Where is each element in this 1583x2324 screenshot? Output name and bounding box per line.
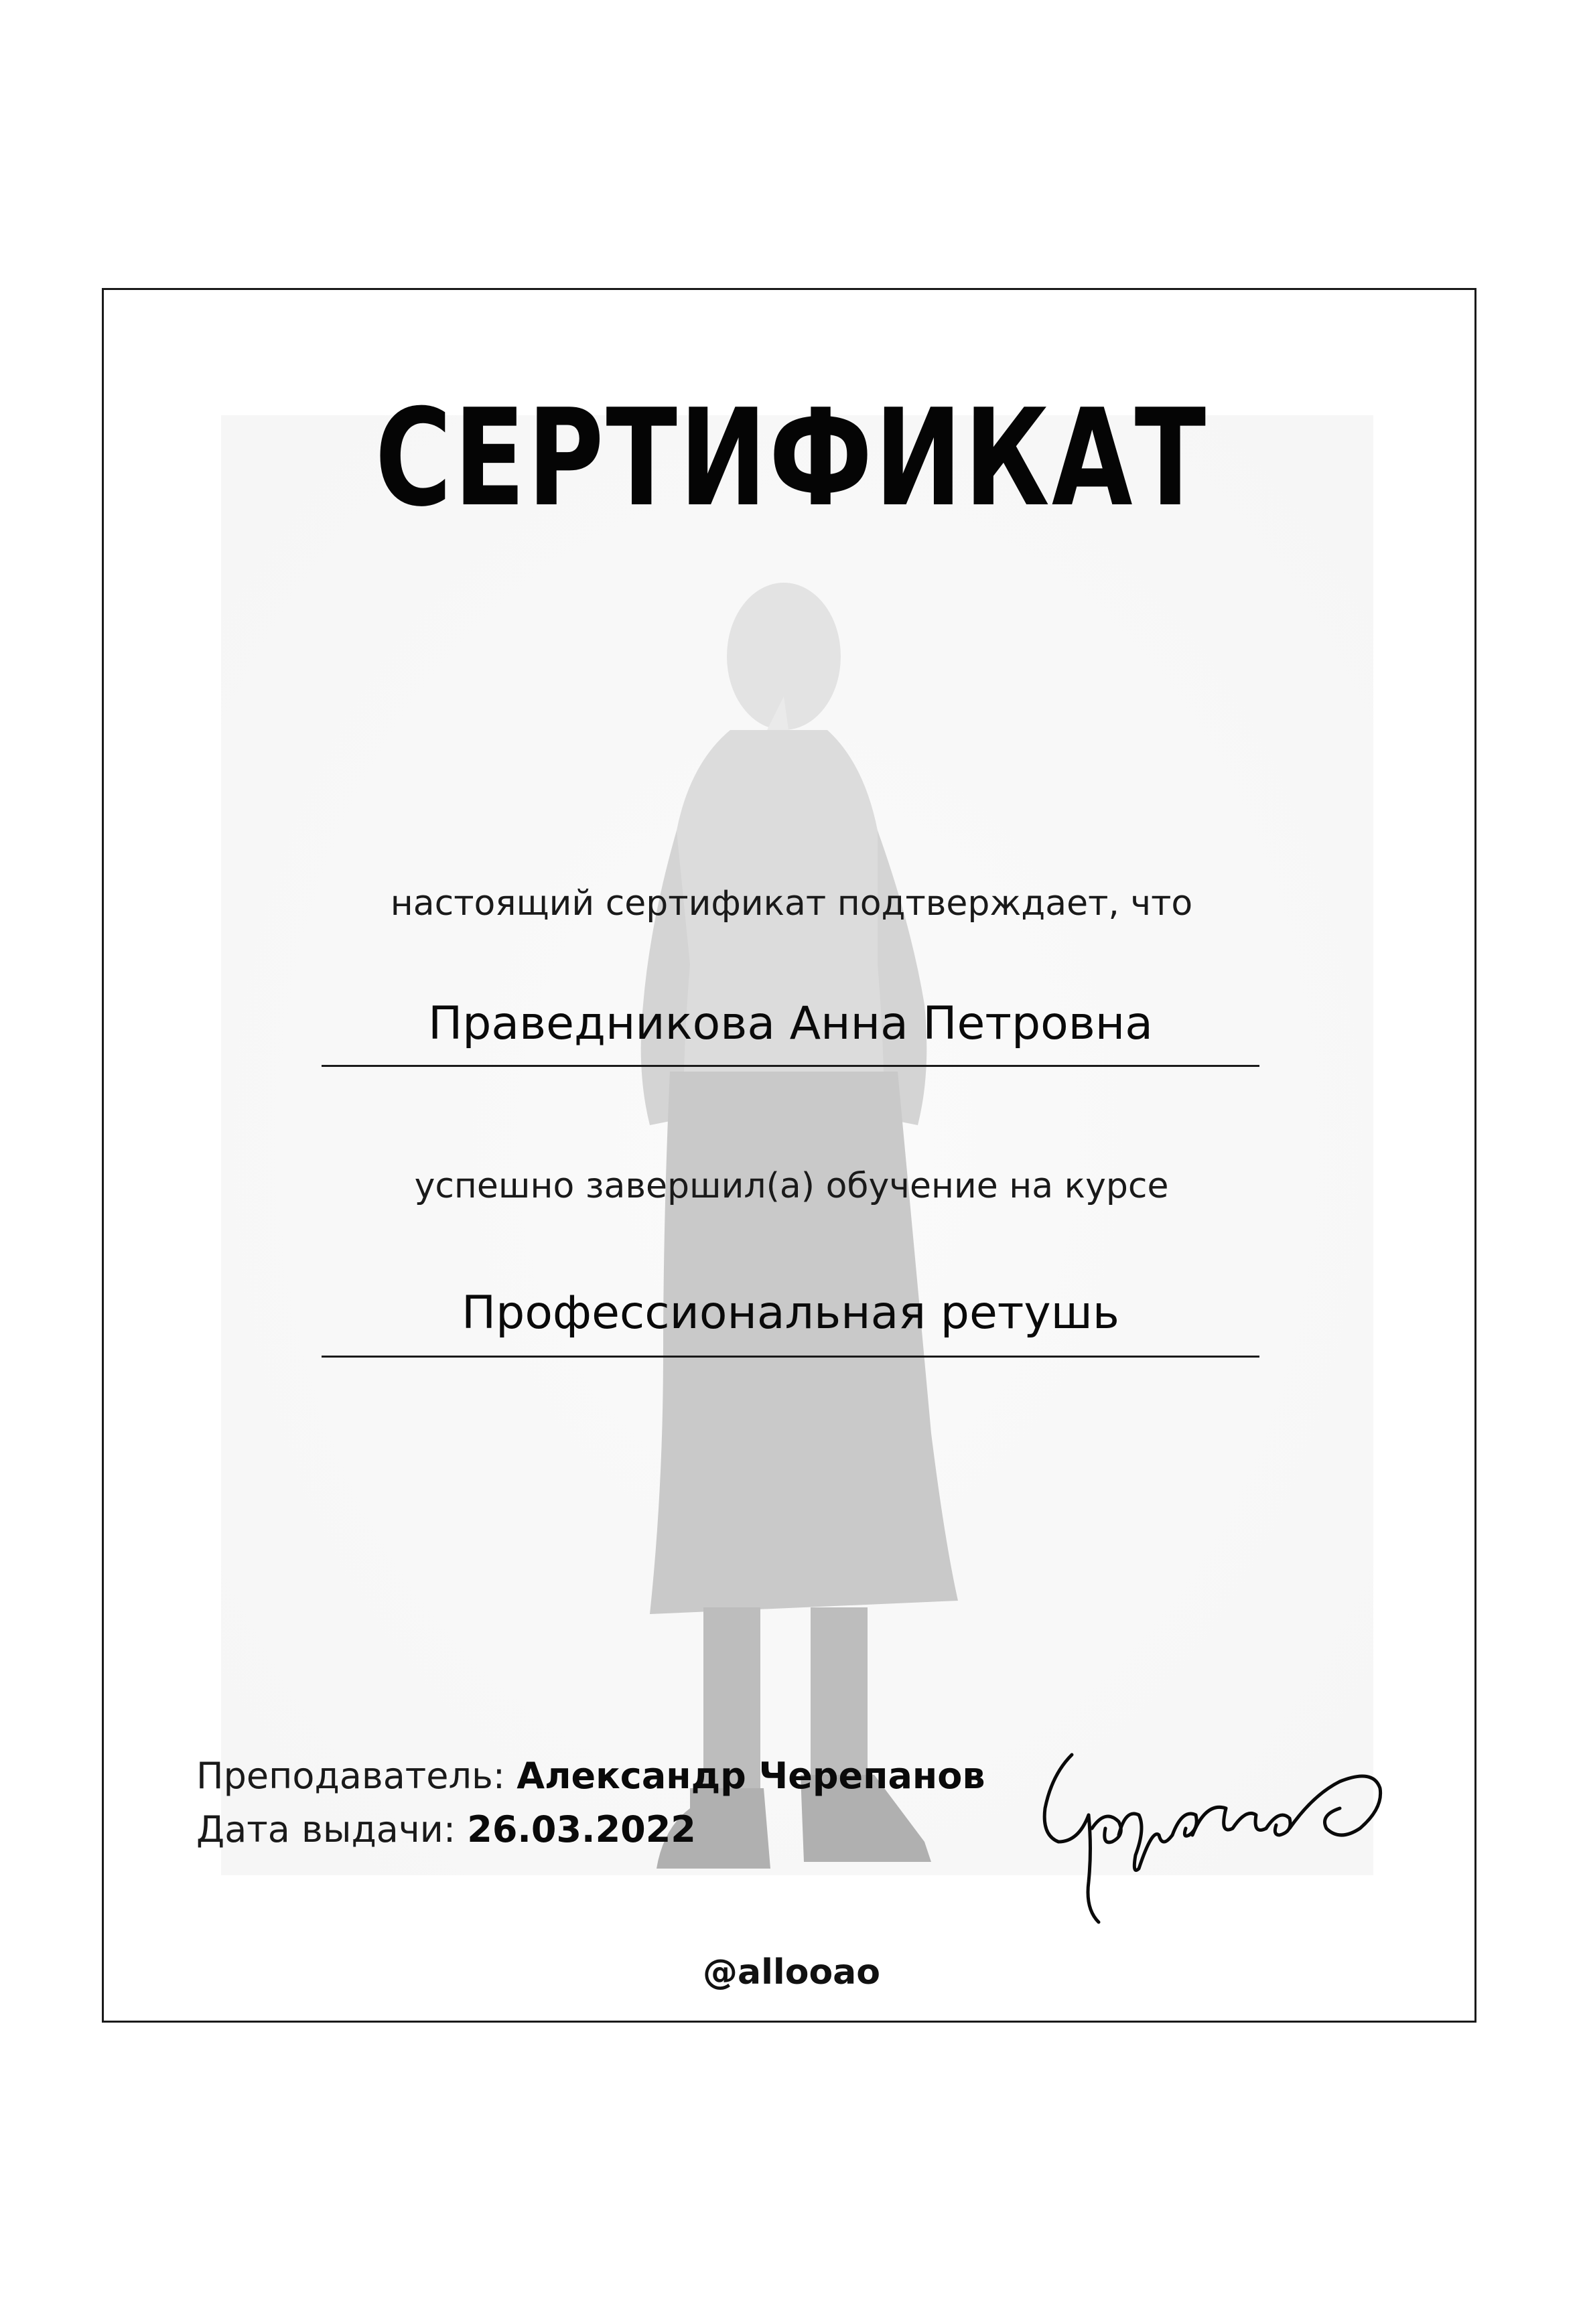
background-photo-woman-silhouette: [221, 415, 1373, 1875]
teacher-label: Преподаватель:: [196, 1755, 506, 1797]
completion-text: успешно завершил(а) обучение на курсе: [414, 1166, 1169, 1206]
issue-date-label: Дата выдачи:: [196, 1808, 456, 1850]
recipient-name: Праведникова Анна Петровна: [322, 997, 1259, 1067]
issue-date-line: [196, 1808, 696, 1852]
course-name: Профессиональная ретушь: [322, 1286, 1259, 1358]
issue-date-value: 26.03.2022: [467, 1808, 696, 1850]
intro-text: настоящий сертификат подтверждает, что: [390, 883, 1193, 924]
teacher-name: Александр Черепанов: [517, 1755, 985, 1797]
instagram-handle: @allooao: [702, 1952, 880, 1992]
certificate-title: СЕРТИФИКАТ: [374, 380, 1209, 536]
handwritten-signature: [1025, 1735, 1400, 1929]
teacher-line: [196, 1755, 985, 1798]
